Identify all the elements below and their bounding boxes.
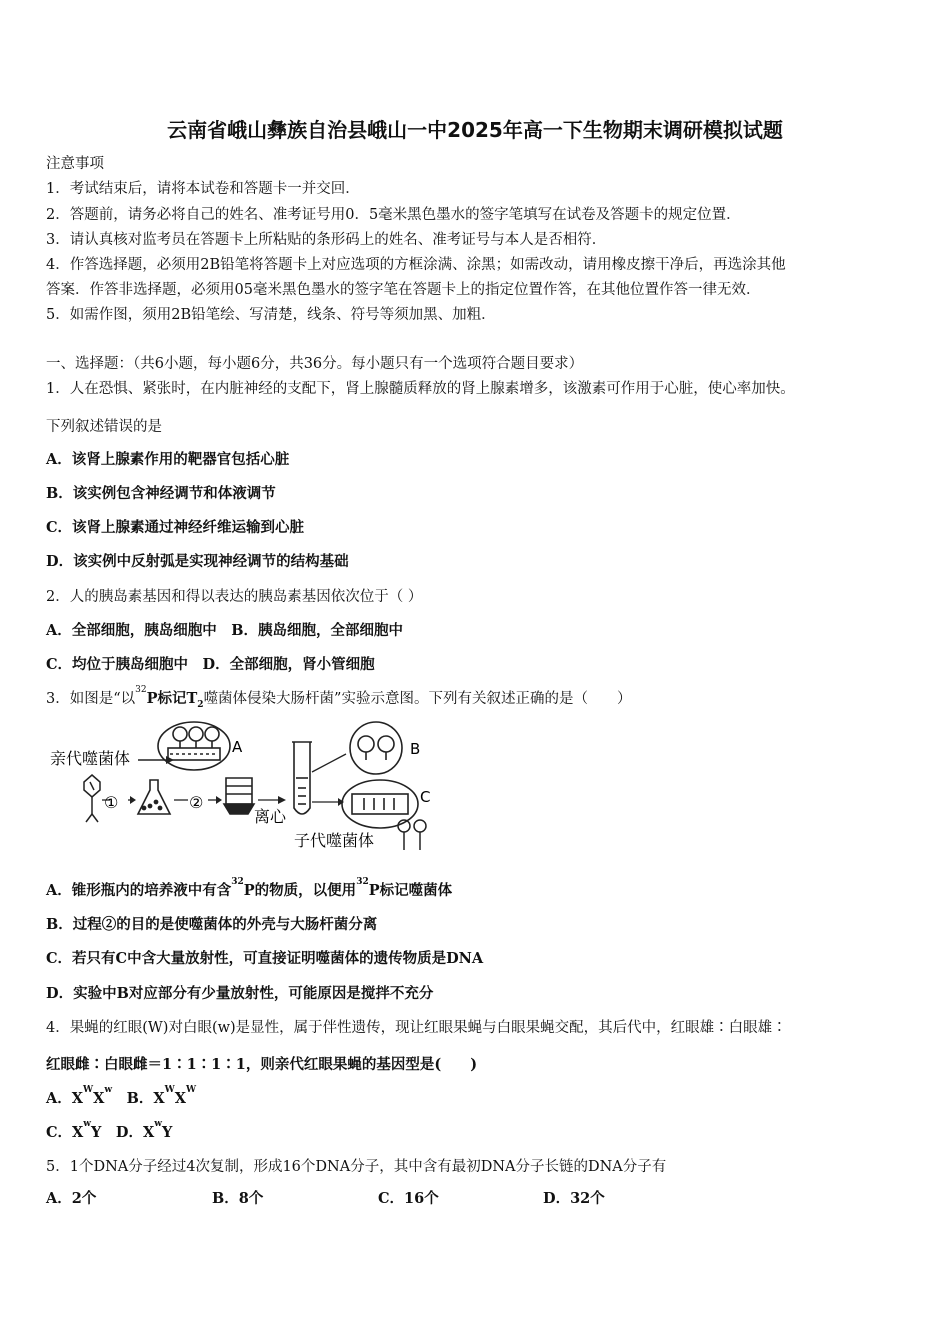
infection-circle-a	[158, 722, 230, 770]
q3-option-a: A．锥形瓶内的培养液中有含$^{32}$P的物质，以便用$^{32}$P标记噬菌体	[46, 877, 453, 899]
q2-options-cd: C．均位于胰岛细胞中 D．全部细胞，肾小管细胞	[46, 656, 375, 673]
notice-item: 5．如需作图，须用2B铅笔绘、写清楚，线条、符号等须加黑、加粗．	[46, 307, 496, 323]
q1-option-a: A．该肾上腺素作用的靶器官包括心脏	[46, 451, 290, 468]
step-1-label: ①	[104, 793, 119, 812]
parent-phage-label: 亲代噬菌体	[50, 749, 131, 768]
offspring-phage-label: 子代噬菌体	[294, 831, 375, 850]
flask-icon	[138, 780, 170, 814]
q1-option-b: B．该实例包含神经调节和体液调节	[46, 485, 276, 502]
q1-stem-cont: 下列叙述错误的是	[46, 419, 162, 435]
q3-option-c: C．若只有C中含大量放射性，可直接证明噬菌体的遗传物质是DNA	[46, 950, 484, 967]
q3-option-b: B．过程②的目的是使噬菌体的外壳与大肠杆菌分离	[46, 916, 378, 933]
notice-item: 2．答题前，请务必将自己的姓名、准考证号用0．5毫米黑色墨水的签字笔填写在试卷及答题卡的规定位置．	[46, 207, 741, 223]
q1-option-c: C．该肾上腺素通过神经纤维运输到心脏	[46, 519, 305, 536]
supernatant-circle-b	[350, 722, 402, 774]
q3-option-d: D．实验中B对应部分有少量放射性，可能原因是搅拌不充分	[46, 985, 434, 1002]
notice-item: 3．请认真核对监考员在答题卡上所粘贴的条形码上的姓名、准考证号与本人是否相符．	[46, 232, 607, 248]
test-tube-icon	[292, 742, 312, 814]
q3-stem: 3．如图是“以$^{32}$P标记$T_2$噬菌体侵染大肠杆菌”实验示意图。下列有关叙述正确的是（ ）	[46, 685, 632, 710]
blender-icon	[224, 778, 254, 814]
q1-stem: 1．人在恐惧、紧张时，在内脏神经的支配下，肾上腺髓质释放的肾上腺素增多，该激素可作用于心脏，使心率加快。	[46, 381, 795, 397]
step-2-label: ②	[189, 793, 204, 812]
notice-item: 1．考试结束后，请将本试卷和答题卡一并交回．	[46, 181, 360, 197]
centrifuge-label: 离心	[254, 807, 287, 826]
q4-stem: 4．果蝇的红眼(W)对白眼(w)是显性，属于伴性遗传，现让红眼果蝇与白眼果蝇交配，其后代中，红眼雄∶白眼雄∶	[46, 1020, 787, 1036]
q1-option-d: D．该实例中反射弧是实现神经调节的结构基础	[46, 553, 349, 570]
label-b: B	[410, 740, 421, 758]
q5-option-a: A．2个	[46, 1190, 97, 1207]
label-a: A	[232, 738, 243, 756]
q5-option-b: B．8个	[212, 1190, 264, 1207]
page-title: 云南省峨山彝族自治县峨山一中2025年高一下生物期末调研模拟试题	[167, 118, 783, 142]
notice-heading: 注意事项	[46, 156, 104, 172]
section-heading: 一、选择题：（共6小题，每小题6分，共36分。每小题只有一个选项符合题目要求）	[46, 356, 584, 372]
phage-icon	[84, 775, 100, 822]
notice-item: 4．作答选择题，必须用2B铅笔将答题卡上对应选项的方框涂满、涂黑；如需改动，请用橡皮擦干净后，再选涂其他	[46, 257, 786, 273]
q4-stem-cont: 红眼雌∶白眼雌＝1∶1∶1∶1，则亲代红眼果蝇的基因型是( )	[46, 1056, 478, 1073]
experiment-figure	[46, 718, 446, 858]
q4-options-cd: C．$X^wY$ D．$X^wY$	[46, 1119, 173, 1141]
label-c: C	[420, 788, 431, 806]
q5-option-d: D．32个	[543, 1190, 605, 1207]
offspring-phage-icons	[398, 820, 426, 850]
q5-option-c: C．16个	[378, 1190, 439, 1207]
notice-item: 答案．作答非选择题，必须用05毫米黑色墨水的签字笔在答题卡上的指定位置作答，在其他位置作答一律无效．	[46, 282, 761, 298]
q2-stem: 2．人的胰岛素基因和得以表达的胰岛素基因依次位于（ ）	[46, 589, 423, 605]
q2-options-ab: A．全部细胞，胰岛细胞中 B．胰岛细胞，全部细胞中	[46, 622, 404, 639]
q5-stem: 5．1个DNA分子经过4次复制，形成16个DNA分子，其中含有最初DNA分子长链的DNA分子有	[46, 1159, 667, 1175]
q4-options-ab: A．$X^WX^w$ B．$X^WX^W$	[46, 1085, 197, 1107]
